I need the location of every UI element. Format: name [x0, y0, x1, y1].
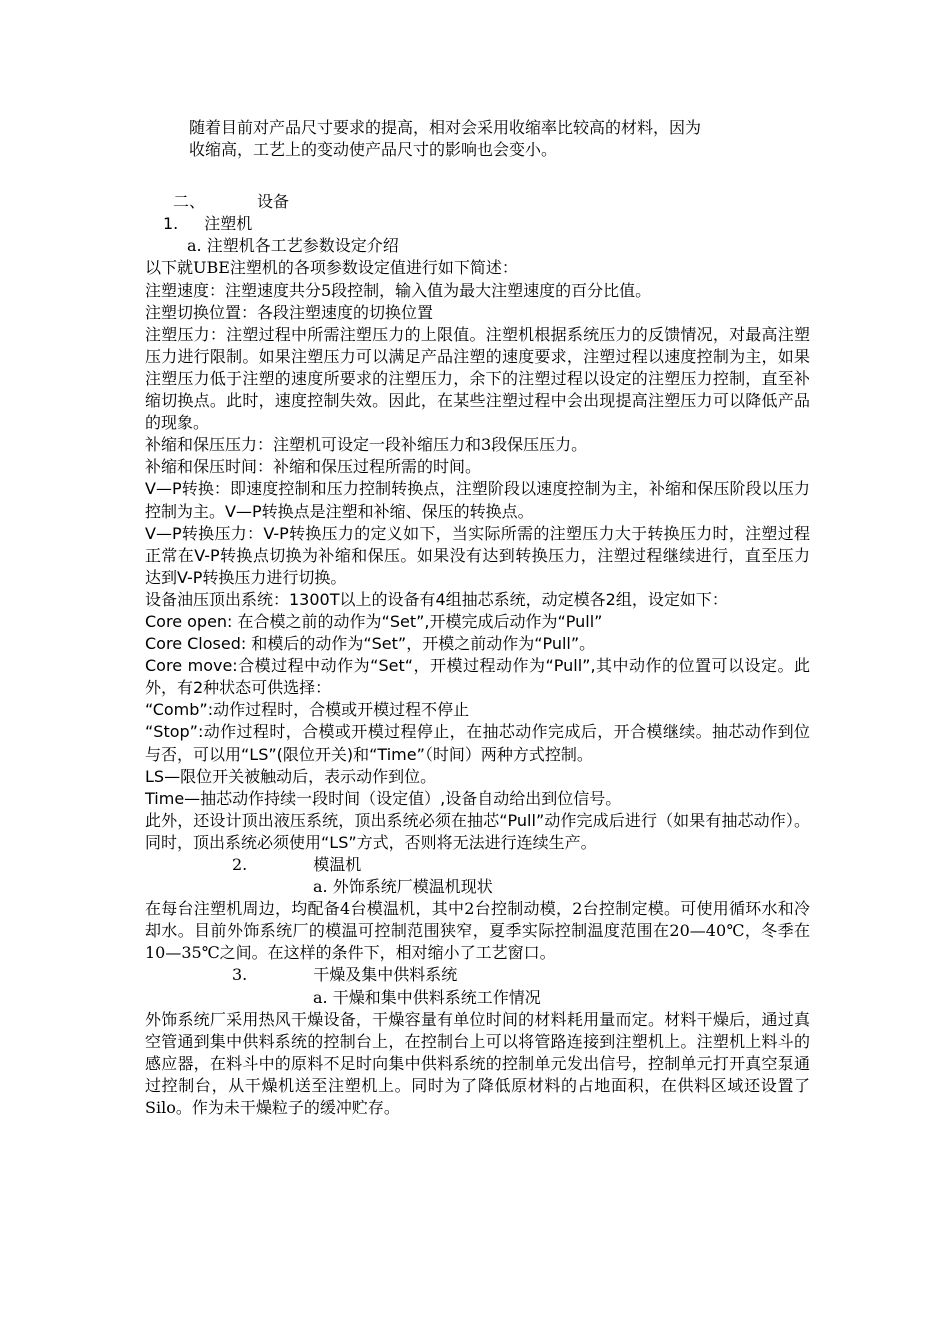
para-hold-time: 补缩和保压时间：补缩和保压过程所需的时间。 [145, 457, 482, 477]
para-ejector-hydraulic: 此外，还设计顶出液压系统，顶出系统必须在抽芯“Pull”动作完成后进行（如果有抽芯动作）。同时，顶出系统必须使用“LS”方式，否则将无法进行连续生产。 [145, 810, 810, 852]
para-core-closed: Core Closed: 和模后的动作为“Set”，开模之前动作为“Pull”。 [145, 634, 596, 654]
para-injection-pressure: 注塑压力：注塑过程中所需注塑压力的上限值。注塑机根据系统压力的反馈情况，对最高注塑压力进行限制。如果注塑压力可以满足产品注塑的速度要求，注塑过程以速度控制为主，如果注塑压力低于注塑的速度所要求的注塑压力，余下的注塑过程以设定的注塑压力控制，直至补缩切换点。此时，速度控制失效。因此，在某些注塑过程中会出现提高注塑压力可以降低产品的现象。 [145, 324, 810, 433]
para-vp-switch: V—P转换：即速度控制和压力控制转换点，注塑阶段以速度控制为主，补缩和保压阶段以压力控制为主。V—P转换点是注塑和补缩、保压的转换点。 [145, 479, 810, 521]
para-intro-ube: 以下就UBE注塑机的各项参数设定值进行如下简述： [145, 258, 518, 278]
para-ejector-system: 设备油压顶出系统：1300T以上的设备有4组抽芯系统，动定模各2组，设定如下： [145, 589, 728, 609]
para-stop: “Stop”:动作过程时，合模或开模过程停止，在抽芯动作完成后，开合模继续。抽芯动作到位与否，可以用“LS”(限位开关)和“Time”（时间）两种方式控制。 [145, 722, 810, 764]
heading-2-title: 模温机 [313, 855, 362, 874]
para-injection-speed: 注塑速度：注塑速度共分5段控制，输入值为最大注塑速度的百分比值。 [145, 280, 652, 300]
para-drying-feeding: 外饰系统厂采用热风干燥设备，干燥容量有单位时间的材料耗用量而定。材料干燥后，通过真空管通到集中供料系统的控制台上，在控制台上可以将管路连接到注塑机上。注塑机上料斗的感应器，在料斗中的原料不足时向集中供料系统的控制单元发出信号，控制单元打开真空泵通过控制台，从干燥机送至注塑机上。同时为了降低原材料的占地面积，在供料区域还设置了Silo。作为未干燥粒子的缓冲贮存。 [145, 1009, 810, 1118]
section-number: 二、 [173, 192, 206, 212]
heading-1-number: 1. [163, 214, 179, 234]
subheading-drying-feeding-status: a. 干燥和集中供料系统工作情况 [313, 987, 541, 1007]
para-ls: LS—限位开关被触动后，表示动作到位。 [145, 766, 437, 786]
intro-line-2: 收缩高，工艺上的变动使产品尺寸的影响也会变小。 [189, 140, 558, 160]
heading-3-title: 干燥及集中供料系统 [313, 965, 458, 985]
heading-mold-temp [145, 854, 810, 876]
section-title: 设备 [257, 192, 290, 212]
intro-line-1: 随着目前对产品尺寸要求的提高，相对会采用收缩率比较高的材料，因为 [189, 118, 702, 137]
heading-1-title: 注塑机 [204, 214, 253, 234]
document-page [145, 117, 810, 1119]
para-hold-pressure: 补缩和保压压力：注塑机可设定一段补缩压力和3段保压压力。 [145, 435, 588, 455]
injection-params-body [145, 257, 810, 854]
intro-paragraph [145, 117, 810, 161]
para-core-open: Core open: 在合模之前的动作为“Set”,开模完成后动作为“Pull” [145, 611, 603, 631]
heading-2-number: 2. [232, 855, 248, 874]
subheading-parameters: a. 注塑机各工艺参数设定介绍 [187, 236, 399, 256]
heading-injection-machine [145, 213, 810, 235]
para-switch-position: 注塑切换位置：各段注塑速度的切换位置 [145, 302, 434, 322]
para-vp-pressure: V—P转换压力：V-P转换压力的定义如下，当实际所需的注塑压力大于转换压力时，注塑过程正常在V-P转换点切换为补缩和保压。如果没有达到转换压力，注塑过程继续进行，直至压力达到V-P转换压力进行切换。 [145, 523, 810, 587]
subheading-mold-temp-status: a. 外饰系统厂模温机现状 [313, 877, 493, 897]
para-time: Time—抽芯动作持续一段时间（设定值）,设备自动给出到位信号。 [145, 788, 622, 808]
para-comb: “Comb”:动作过程时，合模或开模过程不停止 [145, 700, 470, 720]
heading-3-number: 3. [232, 965, 248, 985]
section-heading [145, 191, 810, 213]
para-core-move: Core move:合模过程中动作为“Set“，开模过程动作为“Pull”,其中动作的位置可以设定。此外，有2种状态可供选择： [145, 656, 810, 698]
para-mold-temp: 在每台注塑机周边，均配备4台模温机，其中2台控制动模，2台控制定模。可使用循环水和冷却水。目前外饰系统厂的模温可控制范围狭窄，夏季实际控制温度范围在20—40℃，冬季在10—35℃之间。在这样的条件下，相对缩小了工艺窗口。 [145, 899, 810, 963]
heading-drying-feeding [145, 964, 810, 986]
